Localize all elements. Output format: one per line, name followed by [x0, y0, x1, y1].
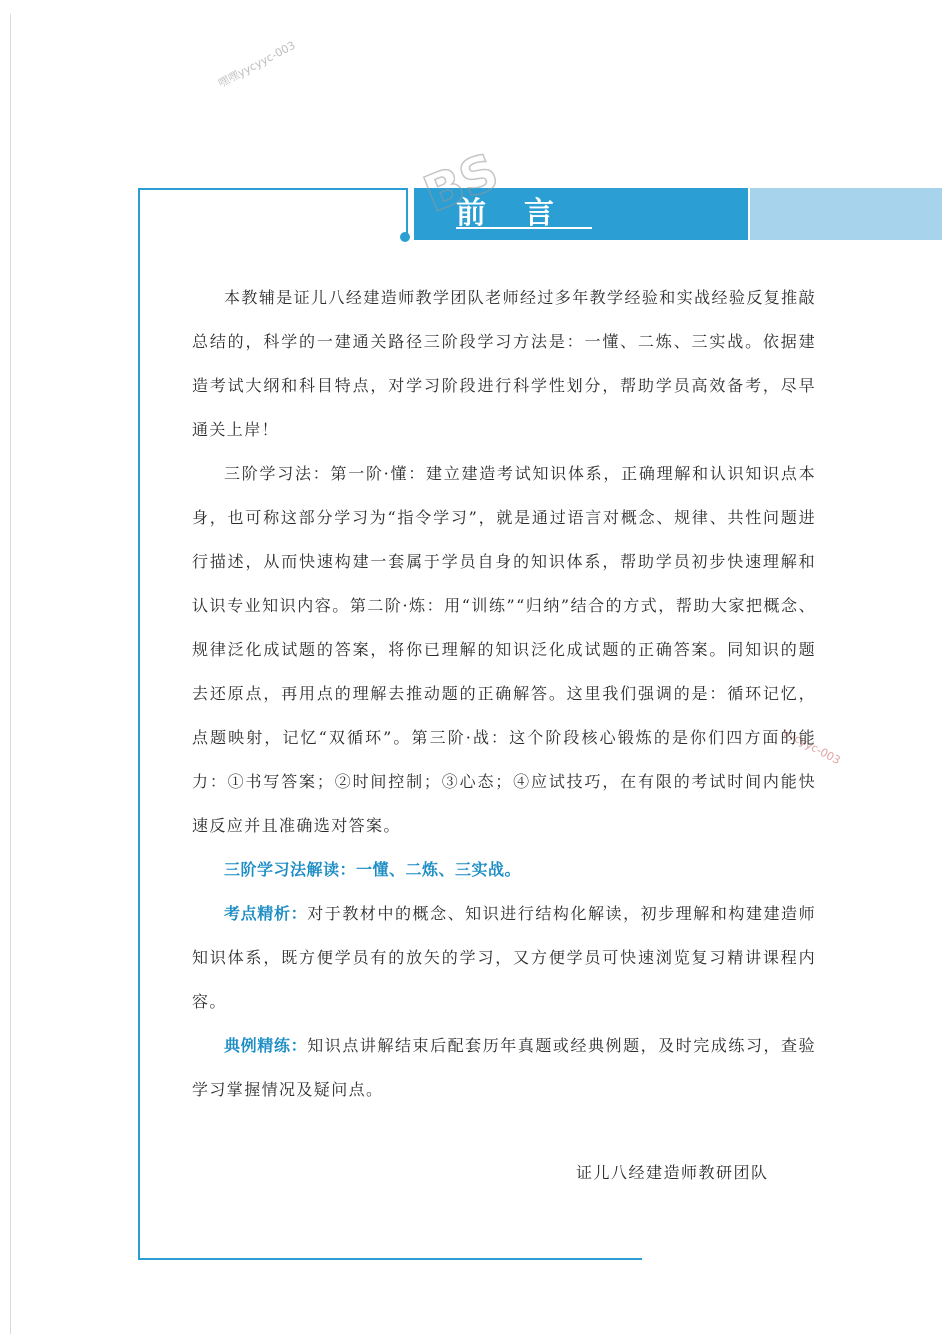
page-title: 前言 — [456, 196, 592, 231]
text-examples: 知识点讲解结束后配套历年真题或经典例题，及时完成练习，查验学习掌握情况及疑问点。 — [192, 1036, 816, 1099]
bs-watermark-logo: BS — [415, 142, 507, 224]
frame-left-border — [138, 188, 140, 1260]
watermark-text-top: 嘿嘿yycyyc-003 — [216, 38, 298, 91]
paragraph-key-points — [192, 892, 816, 1024]
frame-bottom-border — [138, 1258, 642, 1260]
paragraph-method: 三阶学习法：第一阶·懂：建立建造考试知识体系，正确理解和认识知识点本身，也可称这部分学习为“指令学习”，就是通过语言对概念、规律、共性问题进行描述，从而快速构建一套属于学员自身的知识体系，帮助学员初步快速理解和认识专业知识内容。第二阶·炼：用“训练”“归纳”结合的方式，帮助大家把概念、规律泛化成试题的答案，将你已理解的知识泛化成试题的正确答案。同知识的题去还原点，再用点的理解去推动题的正确解答。这里我们强调的是：循环记忆，点题映射，记忆“双循环”。第三阶·战：这个阶段核心锻炼的是你们四方面的能力：①书写答案；②时间控制；③心态；④应试技巧，在有限的考试时间内能快速反应并且准确选对答案。 — [192, 464, 816, 835]
text-key-points: 对于教材中的概念、知识进行结构化解读，初步理解和构建建造师知识体系，既方便学员有的放矢的学习，又方便学员可快速浏览复习精讲课程内容。 — [192, 904, 816, 1011]
paragraph-intro: 本教辅是证儿八经建造师教学团队老师经过多年教学经验和实战经验反复推敲总结的，科学的一建通关路径三阶段学习方法是：一懂、二炼、三实战。依据建造考试大纲和科目特点，对学习阶段进行科学性划分，帮助学员高效备考，尽早通关上岸！ — [192, 288, 816, 439]
title-accent-block — [750, 188, 942, 240]
signature: 证儿八经建造师教研团队 — [576, 1163, 769, 1182]
section-heading: 三阶学习法解读：一懂、二炼、三实战。 — [224, 860, 522, 879]
label-key-points: 考点精析： — [224, 904, 308, 923]
label-examples: 典例精练： — [224, 1036, 308, 1055]
page-edge-line — [10, 14, 11, 1334]
paragraph-examples — [192, 1024, 816, 1112]
preface-content — [192, 276, 816, 1112]
watermark-text-middle: yycyyc-003 — [780, 725, 843, 768]
frame-top-border — [138, 188, 408, 190]
title-dot-ornament — [400, 232, 410, 242]
